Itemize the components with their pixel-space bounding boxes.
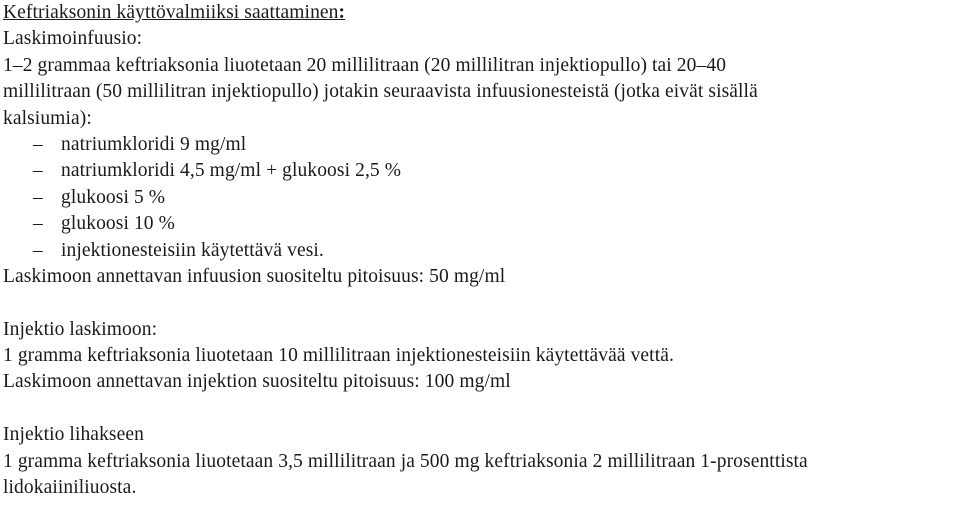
- list-dash: –: [33, 186, 43, 208]
- solvent-list-item: [3, 211, 958, 237]
- infusion-heading: Laskimoinfuusio:: [3, 28, 143, 50]
- solvent-list-item: [3, 185, 958, 211]
- title-colon: :: [338, 2, 346, 23]
- iv-injection-text: 1 gramma keftriaksonia liuotetaan 10 millilitraan injektionesteisiin käytettävää vettä.: [3, 345, 674, 367]
- solvent-list-item: [3, 238, 958, 264]
- infusion-paragraph-line-3: kalsiumia):: [3, 107, 92, 129]
- spacer: [3, 396, 958, 422]
- document-page: [3, 0, 958, 501]
- infusion-paragraph-line-2: millilitraan (50 millilitran injektiopullo) jotakin seuraavista infuusionesteistä (jotka eivät sisällä: [3, 81, 758, 103]
- list-dash: –: [33, 160, 43, 182]
- solvent-list-item: [3, 132, 958, 158]
- iv-injection-heading: Injektio laskimoon:: [3, 318, 158, 340]
- solvent-list-item-text: natriumkloridi 9 mg/ml: [61, 133, 247, 155]
- solvent-list-item: [3, 158, 958, 184]
- list-dash: –: [33, 213, 43, 235]
- solvent-list-item-text: injektionesteisiin käytettävä vesi.: [61, 239, 324, 261]
- solvent-list-item-text: glukoosi 5 %: [61, 186, 166, 208]
- spacer: [3, 290, 958, 316]
- title-text: Keftriaksonin käyttövalmiiksi saattaminen: [3, 2, 339, 23]
- solvent-list-item-text: natriumkloridi 4,5 mg/ml + glukoosi 2,5 %: [61, 160, 402, 182]
- document-title: [3, 0, 958, 26]
- im-injection-paragraph-line-1: 1 gramma keftriaksonia liuotetaan 3,5 millilitraan ja 500 mg keftriaksonia 2 millilitraan 1-prosenttista: [3, 450, 808, 472]
- list-dash: –: [33, 133, 43, 155]
- iv-injection-concentration: Laskimoon annettavan injektion suositeltu pitoisuus: 100 mg/ml: [3, 371, 511, 393]
- infusion-concentration: Laskimoon annettavan infuusion suositeltu pitoisuus: 50 mg/ml: [3, 265, 506, 287]
- list-dash: –: [33, 239, 43, 261]
- im-injection-heading: Injektio lihakseen: [3, 424, 144, 446]
- infusion-paragraph-line-1: 1–2 grammaa keftriaksonia liuotetaan 20 millilitraan (20 millilitran injektiopullo) tai 20–40: [3, 54, 727, 76]
- im-injection-paragraph-line-2: lidokaiiniliuosta.: [3, 477, 137, 499]
- solvent-list-item-text: glukoosi 10 %: [61, 213, 175, 235]
